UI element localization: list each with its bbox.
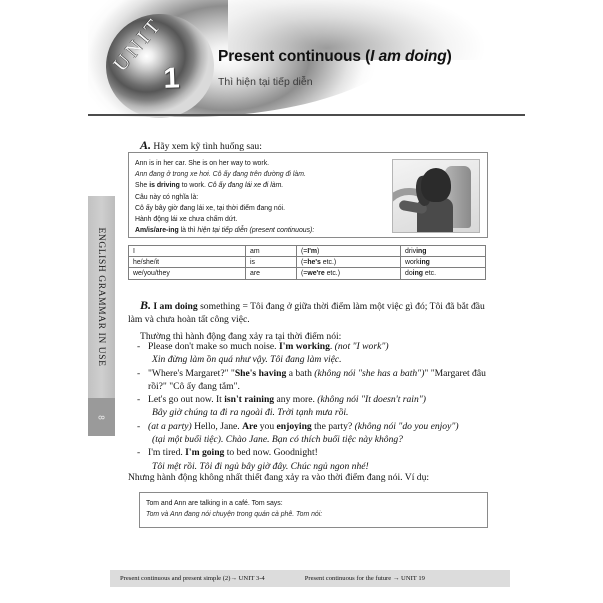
bullet-dash: - — [137, 447, 141, 459]
section-b-box — [139, 492, 488, 528]
section-a-box-line: Câu này có nghĩa là: — [135, 193, 199, 201]
page-footer — [110, 570, 510, 587]
table-cell-subject: we/you/they — [129, 268, 246, 279]
page-title — [218, 48, 452, 66]
bullet-dash: - — [137, 367, 141, 379]
example-vi: Xin đừng làm ồn quá như vậy. Tôi đang làm việc. — [152, 354, 342, 366]
table-row — [129, 257, 486, 268]
example-vi: Tôi mệt rồi. Tôi đi ngủ bây giờ đây. Chúc ngủ ngon nhé! — [152, 460, 369, 472]
section-a-box-line: Cô ấy bây giờ đang lái xe, tại thời điểm đang nói. — [135, 204, 285, 212]
section-a-box-text — [135, 158, 375, 236]
section-b-letter: B. — [140, 298, 152, 312]
table-cell-verb: is — [246, 257, 297, 268]
section-a-box — [128, 152, 488, 238]
footer-crossref-right[interactable]: Present continuous for the future → UNIT 19 — [304, 574, 425, 582]
driver-hair-shape — [421, 168, 451, 202]
list-item — [137, 393, 489, 420]
unit-label: UNIT — [109, 12, 168, 76]
section-b-box-line: Tom và Ann đang nói chuyện trong quán cà phê. Tom nói: — [146, 511, 323, 518]
section-a-letter: A. — [140, 138, 152, 152]
table-cell-ing-form: doing etc. — [401, 268, 486, 279]
example-en: (at a party) Hello, Jane. Are you enjoying the party? (không nói "do you enjoy") — [148, 420, 459, 432]
list-item — [137, 446, 489, 473]
bullet-dash: - — [137, 420, 141, 432]
section-a-box-line: Ann đang ở trong xe hơi. Cô ấy đang trên đường đi làm. — [135, 171, 306, 179]
table-cell-subject: I — [129, 246, 246, 257]
list-item — [137, 340, 489, 367]
conjugation-table — [128, 245, 486, 280]
table-row — [129, 268, 486, 279]
section-a-box-line: Hành động lái xe chưa chấm dứt. — [135, 216, 238, 224]
driving-illustration — [392, 159, 480, 233]
header-divider-thick — [88, 114, 525, 116]
example-en: "Where's Margaret?" "She's having a bath (không nói "she has a bath")" "Margaret đâu rồi?" "Cô ấy đang tắm". — [148, 367, 486, 392]
list-item — [137, 420, 489, 447]
bullet-dash: - — [137, 394, 141, 406]
section-b-lead: Thường thì hành động đang xảy ra tại thời điểm nói: — [140, 330, 342, 342]
section-a-heading — [140, 138, 262, 153]
example-en: I'm tired. I'm going to bed now. Goodnight! — [148, 447, 318, 459]
section-b-tail: Nhưng hành động không nhất thiết đang xảy ra vào thời điểm đang nói. Ví dụ: — [128, 472, 430, 483]
page-subtitle: Thì hiện tại tiếp diễn — [218, 76, 313, 88]
example-en: Let's go out now. It isn't raining any more. (không nói "It doesn't rain") — [148, 394, 426, 406]
table-cell-ing-form: driving — [401, 246, 486, 257]
table-row — [129, 246, 486, 257]
section-b-intro-rest: something = Tôi đang ở giữa thời điểm làm một việc gì đó; Tôi đã bắt đầu làm và chưa hoàn tất công việc. — [128, 301, 485, 326]
section-b-box-text — [146, 498, 322, 520]
table-cell-contraction: (=he's etc.) — [297, 257, 401, 268]
example-vi: Bây giờ chúng ta đi ra ngoài đi. Trời tạnh mưa rồi. — [152, 407, 349, 419]
section-b-intro — [128, 299, 488, 343]
page-number-label: 8 — [96, 414, 106, 420]
example-vi: (tại một buổi tiệc). Chào Jane. Bạn có thích buổi tiệc này không? — [152, 434, 403, 446]
section-a-box-line: Ann is in her car. She is on her way to work. — [135, 160, 270, 167]
footer-crossref-left[interactable]: Present continuous and present simple (2)→ UNIT 3-4 — [120, 574, 265, 582]
page-number-box — [88, 398, 115, 436]
section-b-examples — [137, 340, 489, 473]
page-title-main: Present continuous ( — [218, 48, 371, 65]
table-cell-subject: he/she/it — [129, 257, 246, 268]
book-title-tab — [88, 196, 115, 398]
bullet-dash: - — [137, 341, 141, 352]
table-cell-contraction: (=I'm) — [297, 246, 401, 257]
page-title-close: ) — [446, 48, 452, 65]
textbook-page — [88, 0, 525, 603]
section-a-box-line: Am/is/are-ing là thì hiện tại tiếp diễn (present continuous): — [135, 227, 315, 235]
table-cell-contraction: (=we're etc.) — [297, 268, 401, 279]
table-cell-verb: am — [246, 246, 297, 257]
book-title-label: ENGLISH GRAMMAR IN USE — [96, 227, 107, 367]
section-b-box-line: Tom and Ann are talking in a café. Tom says: — [146, 500, 283, 507]
section-b-intro-bold: I am doing — [153, 301, 198, 312]
unit-number: 1 — [162, 62, 181, 95]
page-header — [88, 0, 525, 118]
example-en: Please don't make so much noise. I'm working. (not "I work") — [148, 341, 389, 352]
section-a-box-line: She is driving to work. Cô ấy đang lái xe đi làm. — [135, 182, 284, 190]
section-a-heading-text: Hãy xem kỹ tình huống sau: — [153, 141, 262, 152]
table-cell-verb: are — [246, 268, 297, 279]
table-cell-ing-form: working — [401, 257, 486, 268]
list-item — [137, 367, 489, 394]
page-title-italic: I am doing — [370, 48, 447, 65]
